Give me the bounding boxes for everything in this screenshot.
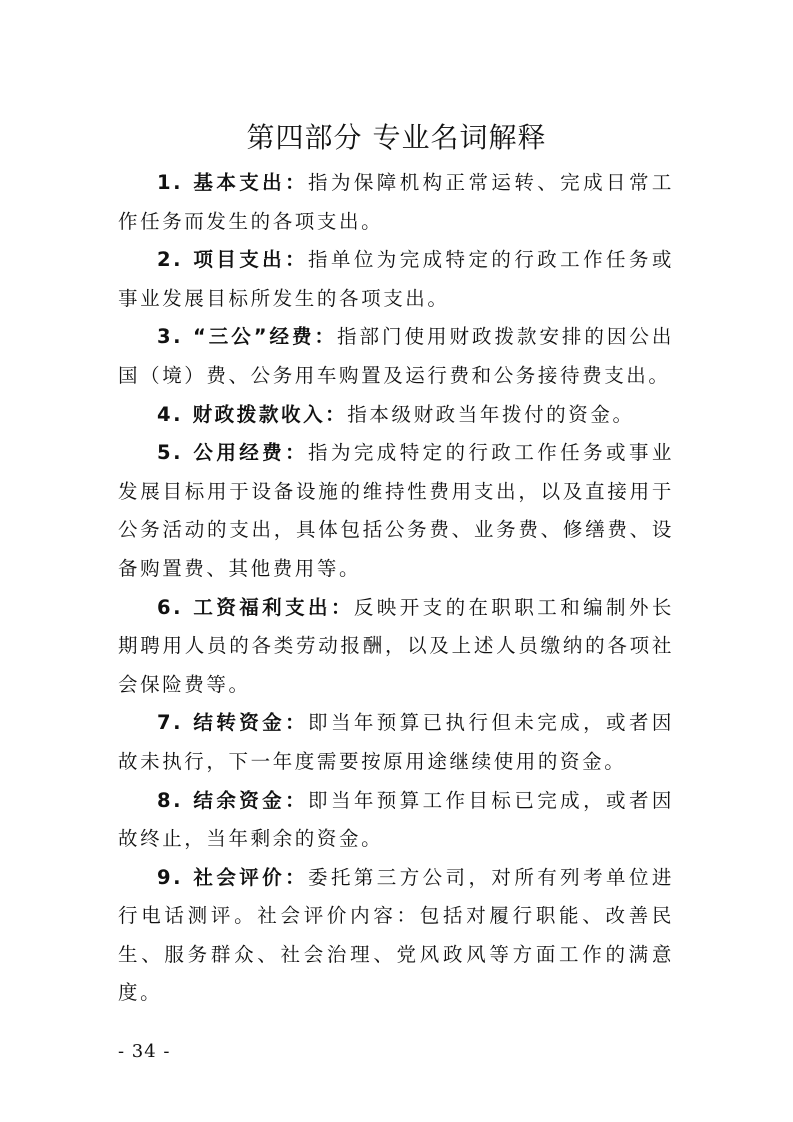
definition-text: 反映开支的在职职工和编制外长期聘用人员的各类劳动报酬，以及上述人员缴纳的各项社会保险费等。 xyxy=(118,595,675,696)
definition-item xyxy=(118,241,674,318)
definitions-list xyxy=(118,164,674,1013)
definition-item xyxy=(118,782,674,859)
definition-text: 指为保障机构正常运转、完成日常工作任务而发生的各项支出。 xyxy=(118,171,674,233)
definition-text: 指本级财政当年拨付的资金。 xyxy=(347,402,635,426)
definition-text: 指部门使用财政拨款安排的因公出国（境）费、公务用车购置及运行费和公务接待费支出。 xyxy=(118,325,674,387)
definition-item xyxy=(118,589,674,705)
definition-item xyxy=(118,704,674,781)
definition-item xyxy=(118,859,674,1013)
page-title: 第四部分 专业名词解释 xyxy=(246,121,547,154)
page-number: - 34 - xyxy=(118,1041,171,1062)
definition-term: 4. 财政拨款收入： xyxy=(157,402,348,426)
definition-text: 指单位为完成特定的行政工作任务或事业发展目标所发生的各项支出。 xyxy=(118,248,674,310)
definition-item xyxy=(118,318,674,395)
definition-term: 8. 结余资金： xyxy=(157,788,309,812)
definition-text: 委托第三方公司，对所有列考单位进行电话测评。社会评价内容：包括对履行职能、改善民生、服务群众、社会治理、党风政风等方面工作的满意度。 xyxy=(118,865,674,1005)
definition-text: 即当年预算已执行但未完成，或者因故未执行，下一年度需要按原用途继续使用的资金。 xyxy=(118,711,674,773)
definition-term: 7. 结转资金： xyxy=(157,711,309,735)
definition-item xyxy=(118,396,674,435)
definition-term: 5. 公用经费： xyxy=(157,441,309,465)
definition-text: 即当年预算工作目标已完成，或者因故终止，当年剩余的资金。 xyxy=(118,788,674,851)
definition-item xyxy=(118,434,674,588)
definition-term: 2. 项目支出： xyxy=(157,248,309,272)
definition-term: 9. 社会评价： xyxy=(157,865,309,889)
definition-item xyxy=(118,164,674,241)
definition-term: 3. “三公”经费： xyxy=(157,325,338,349)
definition-term: 6. 工资福利支出： xyxy=(157,595,354,619)
definition-term: 1. 基本支出： xyxy=(157,171,309,194)
definition-text: 指为完成特定的行政工作任务或事业发展目标用于设备设施的维持性费用支出，以及直接用于公务活动的支出，具体包括公务费、业务费、修缮费、设备购置费、其他费用等。 xyxy=(118,441,674,580)
